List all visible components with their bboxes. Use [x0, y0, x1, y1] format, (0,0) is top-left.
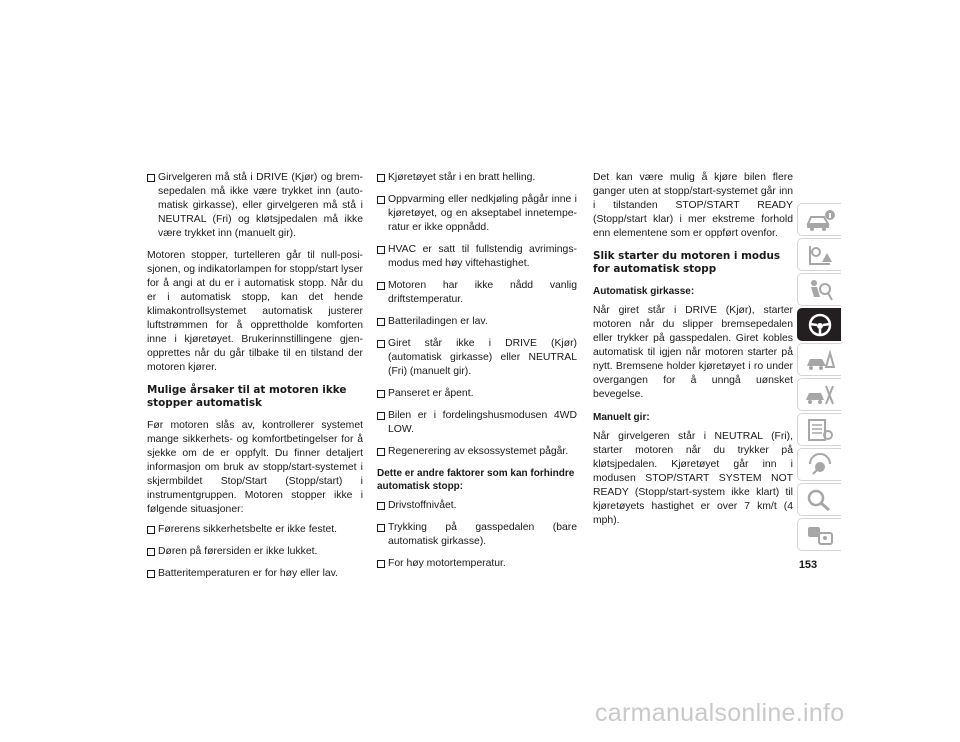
checkbox-bullet-icon — [377, 390, 385, 398]
checkbox-bullet-icon — [377, 448, 385, 456]
list-item: Panseret er åpent. — [377, 387, 577, 401]
list-item: Girvelgeren må stå i DRIVE (Kjør) og bremsepedalen må ikke være trykket inn (automatisk girkasse), eller girvelgeren må stå i NEUTRAL (Fri) og kløtsjpedalen må ikke være trykket inn (manuelt gir). — [147, 171, 363, 241]
list-item: Regenerering av eksossystemet pågår. — [377, 445, 577, 459]
car-info-icon — [804, 207, 836, 233]
section-heading: Mulige årsaker til at motoren ikke stopper automatisk — [147, 384, 347, 409]
column-1 — [147, 171, 363, 589]
list-item: Giret står ikke i DRIVE (Kjør) (automatisk girkasse) eller NEUTRAL (Fri) (manuelt gir). — [377, 337, 577, 379]
checkbox-bullet-icon — [377, 560, 385, 568]
subheading: Manuelt gir: — [593, 412, 650, 423]
checkbox-bullet-icon — [147, 570, 155, 578]
tab-starting-operating[interactable] — [797, 308, 841, 341]
list-item: Kjøretøyet står i en bratt helling. — [377, 171, 577, 185]
list-item: Trykking på gasspedalen (bare automatisk girkasse). — [377, 521, 577, 549]
specifications-list-icon — [804, 417, 836, 443]
steering-wheel-icon — [804, 312, 836, 338]
column-2 — [377, 171, 577, 579]
column-3 — [593, 171, 793, 537]
tab-airbag-safety[interactable] — [797, 273, 841, 306]
tab-car-info[interactable] — [797, 203, 841, 236]
list-item: Døren på førersiden er ikke lukket. — [147, 545, 363, 559]
car-service-icon — [804, 382, 836, 408]
tab-multimedia[interactable] — [797, 448, 841, 481]
multimedia-icon — [804, 452, 836, 478]
paragraph: Når giret står i DRIVE (Kjør), starter motoren når du slipper bremsepedalen eller trykker på gasspedalen. Giret kobles automatisk til igjen når motoren starter på nytt. Bremsene holder kjøretøyet i ro under overgangen for å unngå uønsket bevegelse. — [593, 305, 793, 400]
tab-index[interactable] — [797, 483, 841, 516]
checkbox-bullet-icon — [377, 196, 385, 204]
list-item: Drivstoffnivået. — [377, 499, 577, 513]
list-item: Førerens sikkerhetsbelte er ikke festet. — [147, 523, 363, 537]
tab-dashboard-warning[interactable] — [797, 238, 841, 271]
checkbox-bullet-icon — [147, 548, 155, 556]
section-heading: Slik starter du motoren i modus for automatisk stopp — [593, 250, 781, 275]
list-item: For høy motortemperatur. — [377, 557, 577, 571]
subheading: Automatisk girkasse: — [593, 286, 695, 297]
list-item: HVAC er satt til fullstendig avrimingsmodus med høy viftehastighet. — [377, 243, 577, 271]
checkbox-bullet-icon — [377, 412, 385, 420]
checkbox-bullet-icon — [377, 502, 385, 510]
watermark: carmanualsonline.info — [595, 699, 845, 727]
language-icon — [804, 522, 836, 548]
checkbox-bullet-icon — [377, 246, 385, 254]
checkbox-bullet-icon — [377, 282, 385, 290]
list-item: Batteritemperaturen er for høy eller lav. — [147, 567, 363, 581]
tab-specifications[interactable] — [797, 413, 841, 446]
tab-car-service[interactable] — [797, 378, 841, 411]
dashboard-warning-icon — [804, 242, 836, 268]
paragraph: Det kan være mulig å kjøre bilen flere ganger uten at stopp/start-systemet går inn i tilstanden STOP/START READY (Stopp/start klar) i mer ekstreme forhold enn elementene som er oppført ovenfor. — [593, 172, 793, 239]
checkbox-bullet-icon — [377, 340, 385, 348]
list-item: Motoren har ikke nådd vanlig driftstemperatur. — [377, 279, 577, 307]
list-item: Oppvarming eller nedkjøling pågår inne i kjøretøyet, og en akseptabel innetemperatur er ikke oppnådd. — [377, 193, 577, 235]
paragraph: Motoren stopper, turtelleren går til null-posisjonen, og indikatorlampen for stopp/start lyser for å angi at du er i automatisk stopp. Når du er i automatisk stopp, kan det hende klimakontrollsystemet automatisk justerer luftstrømmen for å opprettholde komforten inne i kjøretøyet. Brukerinnstillingene gjenopprettes når du går tilbake til en tilstand der motoren kjører. — [147, 250, 363, 373]
checkbox-bullet-icon — [147, 174, 155, 182]
checkbox-bullet-icon — [377, 524, 385, 532]
list-item: Batteriladingen er lav. — [377, 315, 577, 329]
page-number: 153 — [798, 559, 818, 571]
checkbox-bullet-icon — [377, 318, 385, 326]
roadside-emergency-icon — [804, 347, 836, 373]
paragraph: Før motoren slås av, kontrollerer systemet mange sikkerhets- og komfortbetingelser for å sjekke om de er oppfylt. Du finner detaljert informasjon om bruk av stopp/start-systemet i skjermbildet Stop/Start (Stopp/start) i instrumentgruppen. Motoren stopper ikke i følgende situasjoner: — [147, 420, 363, 515]
subheading: Dette er andre faktorer som kan forhindre automatisk stopp: — [377, 468, 575, 492]
index-search-icon — [804, 487, 836, 513]
chapter-tabs — [797, 203, 841, 553]
checkbox-bullet-icon — [377, 174, 385, 182]
checkbox-bullet-icon — [147, 526, 155, 534]
tab-language[interactable] — [797, 518, 841, 551]
airbag-safety-icon — [804, 277, 836, 303]
tab-roadside-emergency[interactable] — [797, 343, 841, 376]
list-item: Bilen er i fordelingshusmodusen 4WD LOW. — [377, 409, 577, 437]
paragraph: Når girvelgeren står i NEUTRAL (Fri), starter motoren når du trykker på kløtsjpedalen. Kjøretøyet går inn i modusen STOP/START SYSTEM NOT READY (Stopp/start-system ikke klart) til kjøretøyets hastighet er over 7 km/t (4 mph). — [593, 431, 793, 526]
